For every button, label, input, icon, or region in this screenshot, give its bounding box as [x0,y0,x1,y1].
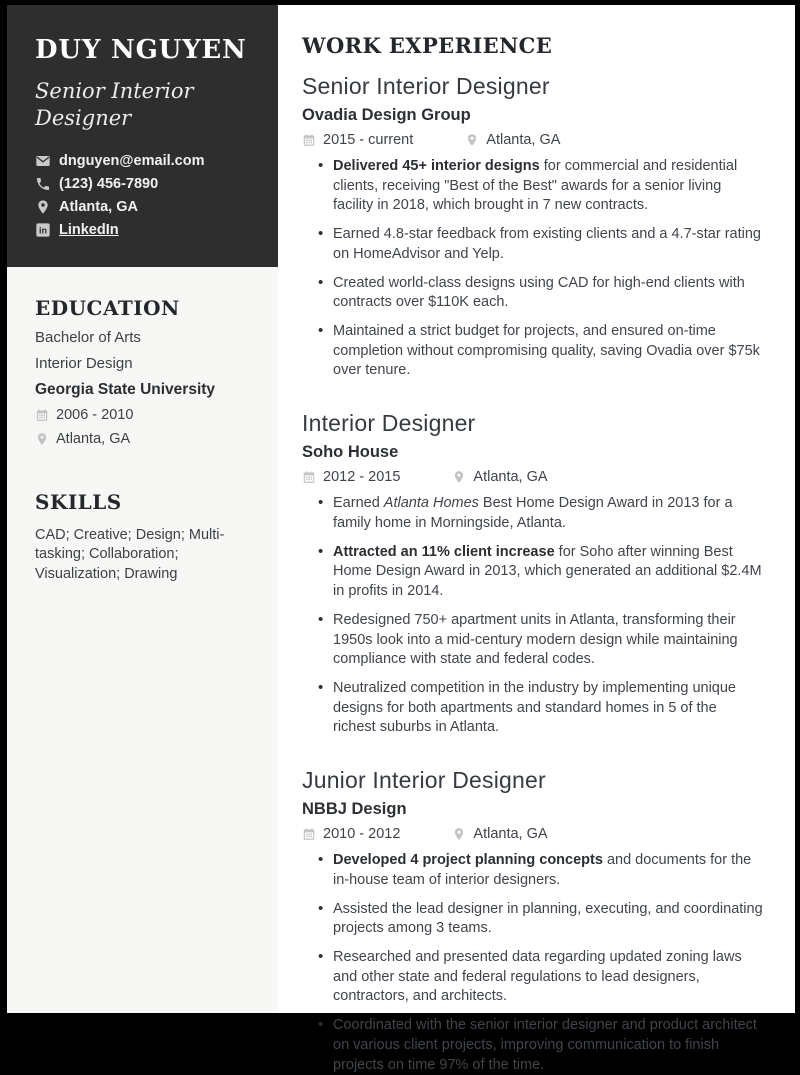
linkedin-link[interactable]: LinkedIn [59,221,119,238]
education-dates: 2006 - 2010 [56,407,134,423]
sidebar-body [7,267,278,584]
job-bullet [333,274,763,313]
job-entry [302,767,763,1075]
location-icon [35,432,49,446]
bullet-text-segment: Assisted the lead designer in planning, executing, and coordinating projects among 3 teams. [333,900,763,937]
bullet-text-segment: Redesigned 750+ apartment units in Atlanta, transforming their 1950s look into a mid-century modern design while maintaining compliance with state and federal codes. [333,611,738,668]
work-experience-heading: WORK EXPERIENCE [302,33,553,58]
bullet-text-segment: Earned [333,495,384,512]
education-section [35,296,254,447]
skills-section [35,490,254,584]
bullet-text-segment: and documents for the in-house team of interior designers. [333,852,752,888]
location-icon [452,470,466,484]
bullet-bold-segment: Developed 4 project planning concepts [333,852,603,869]
job-bullet [333,679,763,738]
linkedin-icon [35,222,51,238]
job-location [452,469,547,485]
location-icon [452,827,466,841]
svg-text:in: in [39,225,47,236]
job-dates-text: 2010 - 2012 [323,826,401,843]
education-location: Atlanta, GA [56,431,131,447]
contact-row [35,199,254,215]
sidebar [7,5,278,1013]
resume-sheet [7,5,795,1073]
job-entry [302,410,763,738]
calendar-icon [35,408,49,422]
candidate-name: DUY NGUYEN [35,35,247,65]
calendar-icon [302,470,316,484]
contact-row [35,222,254,238]
job-dates [302,469,400,485]
email-icon [35,153,51,169]
job-dates-text: 2012 - 2015 [323,469,401,486]
company-name: NBBJ Design [302,800,407,819]
job-title: Junior Interior Designer [302,767,546,794]
education-school: Georgia State University [35,381,216,398]
job-bullet [333,900,763,939]
job-location-text: Atlanta, GA [486,132,561,148]
job-bullet [333,225,763,264]
company-name: Soho House [302,443,399,462]
education-location-row [35,431,254,447]
job-title: Interior Designer [302,410,476,437]
bullet-text-segment: for Soho after winning Best Home Design Award in 2013, which generated an additional $2.4M in profits in 2014. [333,543,762,600]
bullet-text-segment: Coordinated with the senior interior designer and product architect on various client projects, improving communication to finish projects on time 97% of the time. [333,1017,757,1073]
skills-text: CAD; Creative; Design; Multi-tasking; Collaboration; Visualization; Drawing [35,527,225,582]
bullet-italic-segment: Atlanta Homes [383,495,479,512]
main-column [278,5,795,1073]
education-degree: Bachelor of Arts [35,329,141,346]
location-icon [35,199,51,215]
dates-location-row [302,132,763,148]
contact-row [35,176,254,192]
sidebar-header [7,5,278,267]
job-entry [302,73,763,381]
education-heading: EDUCATION [35,296,180,320]
bullet-text-segment: Created world-class designs using CAD for high-end clients with contracts over $110K each. [333,274,745,311]
bullet-text-segment: for commercial and residential clients, receiving "Best of the Best" awards for a senior living facility in 2018, which brought in 7 new contracts. [333,158,738,214]
contact-row [35,153,254,169]
company-name: Ovadia Design Group [302,106,471,124]
bullet-text-segment: Researched and presented data regarding updated zoning laws and other state and federal regulations to lead designers, contractors, and architects. [333,948,742,1005]
job-bullet [333,948,763,1007]
job-location [452,826,547,842]
job-bullets [302,494,763,738]
job-location-text: Atlanta, GA [473,469,548,486]
education-dates-row [35,407,254,423]
dates-location-row [302,826,763,842]
skills-heading: SKILLS [35,490,122,514]
job-title: Senior Interior Designer [302,73,550,99]
dates-location-row [302,469,763,485]
job-bullet [333,322,763,381]
bullet-text-segment: Neutralized competition in the industry by implementing unique designs for both apartments and standard homes in 5 of the richest suburbs in Atlanta. [333,679,736,736]
contact-text: (123) 456-7890 [59,175,159,192]
job-bullet [333,1016,763,1075]
job-dates-text: 2015 - current [323,132,414,148]
calendar-icon [302,133,316,147]
job-bullet [333,611,763,670]
jobs-list [302,73,763,1075]
education-field: Interior Design [35,355,133,372]
contact-list [35,153,254,238]
phone-icon [35,176,51,192]
job-dates [302,826,400,842]
job-bullet [333,851,763,890]
bullet-text-segment: Earned 4.8-star feedback from existing clients and a 4.7-star rating on HomeAdvisor and Yelp. [333,226,761,262]
location-icon [465,133,479,147]
job-bullet [333,543,763,602]
calendar-icon [302,827,316,841]
job-bullets [302,851,763,1075]
bullet-text-segment: Maintained a strict budget for projects, and ensured on-time completion without compromising quality, saving Ovadia over $75k over tenure. [333,323,760,379]
bullet-text-segment: Best Home Design Award in 2013 for a family home in Morningside, Atlanta. [333,495,733,531]
contact-text: Atlanta, GA [59,198,138,215]
job-bullets [302,157,763,381]
candidate-job-title: Senior Interior Designer [35,79,194,130]
contact-text: dnguyen@email.com [59,152,205,169]
job-location-text: Atlanta, GA [473,826,548,843]
job-dates [302,132,413,148]
job-location [465,132,560,148]
bullet-bold-segment: Attracted an 11% client increase [333,543,555,560]
job-bullet [333,494,763,533]
job-bullet [333,157,763,216]
bullet-bold-segment: Delivered 45+ interior designs [333,158,540,174]
